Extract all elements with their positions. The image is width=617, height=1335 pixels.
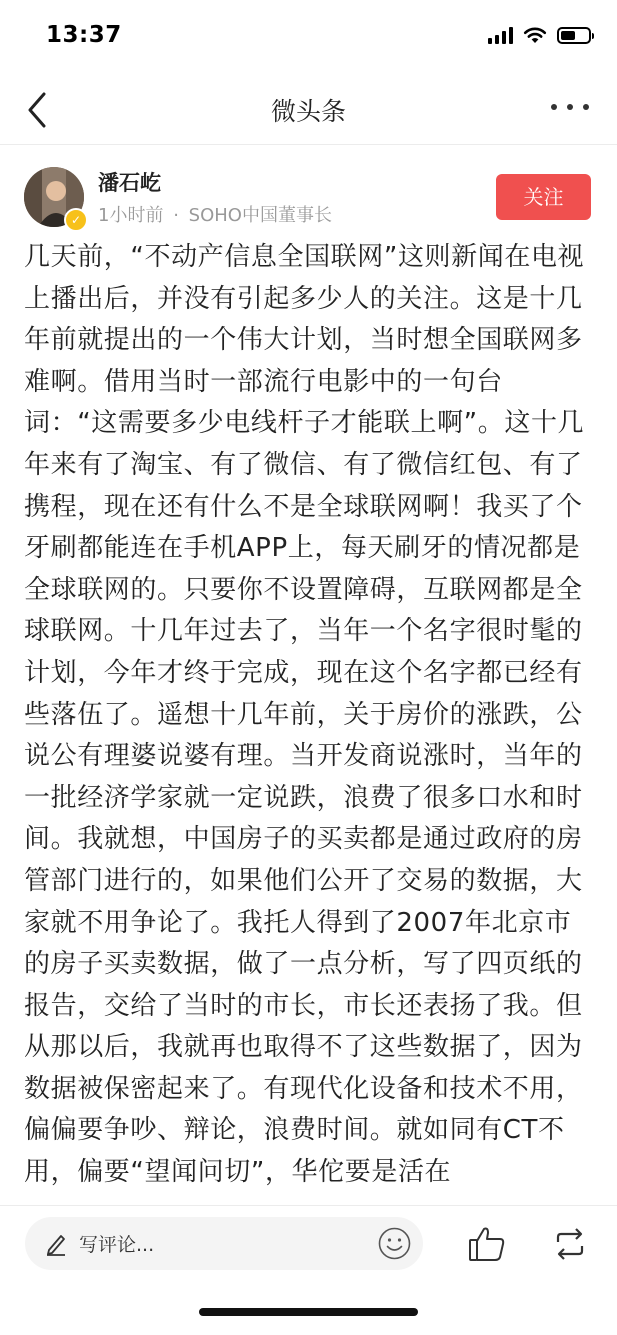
author-name[interactable]: 潘石屹 [98, 171, 161, 195]
comment-input[interactable] [25, 1217, 423, 1270]
thumbs-up-icon[interactable] [467, 1224, 507, 1264]
article-body [24, 237, 594, 1205]
meta-separator: · [173, 205, 179, 226]
emoji-icon[interactable] [378, 1227, 411, 1260]
wifi-icon [523, 26, 547, 44]
repost-icon[interactable] [552, 1226, 588, 1262]
status-icons [488, 26, 591, 44]
author-header [0, 145, 617, 235]
author-meta [98, 201, 332, 227]
page-title: 微头条 [270, 97, 346, 126]
follow-button[interactable]: 关注 [496, 174, 591, 220]
cellular-signal-icon [488, 26, 513, 44]
battery-icon [557, 27, 591, 44]
author-title: SOHO中国董事长 [188, 205, 332, 226]
status-time: 13:37 [46, 22, 122, 48]
home-indicator [199, 1308, 418, 1316]
article-text: 几天前，“不动产信息全国联网”这则新闻在电视上播出后，并没有引起多少人的关注。这是十几年前就提出的一个伟大计划，当时想全国联网多难啊。借用当时一部流行电影中的一句台词：“这需要多少电线杆子才能联上啊”。这十几年来有了淘宝、有了微信、有了微信红包、有了携程，现在还有什么不是全球联网啊！我买了个牙刷都能连在手机APP上，每天刷牙的情况都是全球联网的。只要你不设置障碍，互联网都是全球联网。十几年过去了，当年一个名字很时髦的计划，今年才终于完成，现在这个名字都已经有些落伍了。遥想十几年前，关于房价的涨跌，公说公有理婆说婆有理。当开发商说涨时，当年的一批经济学家就一定说跌，浪费了很多口水和时间。我就想，中国房子的买卖都是通过政府的房管部门进行的，如果他们公开了交易的数据，大家就不用争论了。我托人得到了2007年北京市的房子买卖数据，做了一点分析，写了四页纸的报告，交给了当时的市长，市长还表扬了我。但从那以后，我就再也取得不了这些数据了，因为数据被保密起来了。有现代化设备和技术不用，偏偏要争吵、辩论，浪费时间。就如同有CT不用，偏要“望闻问切”，华佗要是活在 [24, 242, 585, 1188]
more-options-icon[interactable] [551, 92, 589, 122]
comment-placeholder: 写评论... [79, 1234, 155, 1256]
nav-bar [0, 74, 617, 145]
post-time: 1小时前 [98, 205, 164, 226]
status-bar [0, 0, 617, 74]
verified-badge-icon: ✓ [64, 208, 88, 232]
battery-level [561, 31, 575, 40]
pencil-icon [45, 1232, 67, 1256]
